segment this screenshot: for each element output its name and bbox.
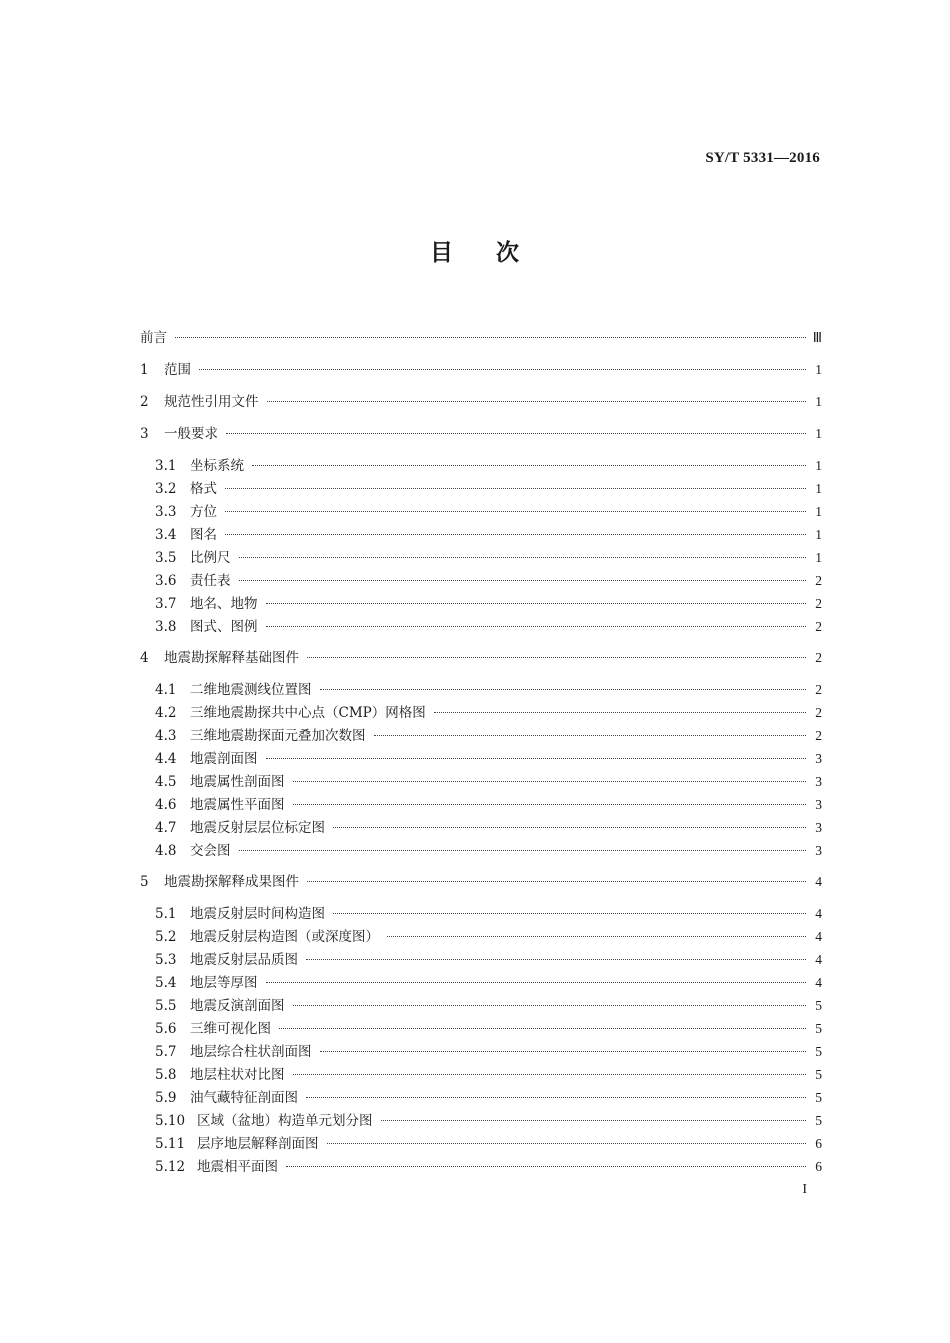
toc-entry-page: 5 (815, 1113, 822, 1128)
toc-entry[interactable] (140, 1040, 822, 1063)
dot-leader (374, 735, 807, 736)
dot-leader (266, 758, 807, 759)
toc-entry-number: 5.4 (155, 975, 177, 991)
dot-leader (306, 1097, 806, 1098)
toc-entry-page: Ⅲ (812, 330, 822, 345)
dot-leader (225, 534, 806, 535)
toc-entry[interactable] (140, 1132, 822, 1155)
toc-entry-number: 5.9 (155, 1090, 177, 1106)
toc-entry-number: 5 (140, 874, 149, 890)
toc-entry-page: 2 (815, 619, 822, 634)
toc-entry[interactable] (140, 701, 822, 724)
toc-entry[interactable] (140, 1109, 822, 1132)
dot-leader (306, 959, 806, 960)
toc-entry-page: 1 (815, 362, 822, 377)
toc-entry-number: 3.1 (155, 458, 177, 474)
toc-entry-number: 4.6 (155, 797, 177, 813)
toc-entry-label: 规范性引用文件 (164, 394, 259, 410)
dot-leader (320, 689, 807, 690)
toc-entry-label: 地震属性平面图 (190, 797, 285, 813)
toc-entry-label: 责任表 (190, 573, 231, 589)
dot-leader (225, 511, 806, 512)
toc-entry-page: 3 (815, 797, 822, 812)
toc-entry-page: 1 (815, 481, 822, 496)
toc-entry-label: 地震反演剖面图 (190, 998, 285, 1014)
dot-leader (239, 580, 807, 581)
toc-entry-label: 坐标系统 (190, 458, 244, 474)
dot-leader (387, 936, 806, 937)
toc-entry[interactable] (140, 724, 822, 747)
toc-entry-number: 4.2 (155, 705, 177, 721)
dot-leader (239, 557, 807, 558)
toc-entry[interactable] (140, 500, 822, 523)
toc-entry-page: 1 (815, 394, 822, 409)
toc-entry-label: 前言 (140, 330, 167, 346)
toc-entry-page: 4 (815, 929, 822, 944)
toc-entry-page: 2 (815, 596, 822, 611)
dot-leader (266, 626, 807, 627)
toc-entry-number: 3.6 (155, 573, 177, 589)
toc-entry-label: 地震剖面图 (190, 751, 258, 767)
toc-entry-number: 5.2 (155, 929, 177, 945)
toc-entry-label: 地层柱状对比图 (190, 1067, 285, 1083)
toc-entry[interactable] (140, 592, 822, 615)
toc-entry[interactable] (140, 523, 822, 546)
toc-entry[interactable] (140, 477, 822, 500)
toc-entry-label: 地震勘探解释成果图件 (164, 874, 299, 890)
toc-entry-label: 地层等厚图 (190, 975, 258, 991)
toc-entry[interactable] (140, 646, 822, 670)
toc-entry-label: 地名、地物 (190, 596, 258, 612)
toc-entry-page: 2 (815, 573, 822, 588)
toc-entry-number: 5.8 (155, 1067, 177, 1083)
toc-entry-label: 地震相平面图 (197, 1159, 278, 1175)
toc-entry-page: 2 (815, 682, 822, 697)
toc-entry[interactable] (140, 770, 822, 793)
toc-entry-page: 4 (815, 975, 822, 990)
toc-entry-number: 5.5 (155, 998, 177, 1014)
toc-entry-page: 1 (815, 426, 822, 441)
footer-page-number: I (802, 1182, 807, 1197)
toc-entry[interactable] (140, 994, 822, 1017)
toc-title (0, 234, 950, 267)
standard-code: SY/T 5331—2016 (705, 150, 820, 166)
dot-leader (175, 337, 806, 338)
toc-entry-label: 三维可视化图 (190, 1021, 271, 1037)
dot-leader (226, 433, 806, 434)
toc-entry-number: 2 (140, 394, 149, 410)
dot-leader (293, 804, 807, 805)
toc-entry[interactable] (140, 390, 822, 414)
toc-entry-number: 4.5 (155, 774, 177, 790)
toc-entry[interactable] (140, 925, 822, 948)
toc-entry-label: 三维地震勘探共中心点（CMP）网格图 (190, 705, 426, 721)
toc-entry-label: 地震反射层品质图 (190, 952, 298, 968)
toc-entry-page: 2 (815, 650, 822, 665)
toc-entry[interactable] (140, 1086, 822, 1109)
toc-entry-page: 6 (815, 1136, 822, 1151)
toc-title-right: 次 (496, 240, 520, 266)
toc-entry-label: 图式、图例 (190, 619, 258, 635)
toc-entry-page: 3 (815, 774, 822, 789)
toc-entry-label: 方位 (190, 504, 217, 520)
toc-entry[interactable] (140, 793, 822, 816)
toc-entry[interactable] (140, 1063, 822, 1086)
toc-entry[interactable] (140, 1017, 822, 1040)
toc-entry-page: 5 (815, 1067, 822, 1082)
toc-entry[interactable] (140, 839, 822, 862)
dot-leader (267, 401, 807, 402)
toc-entry-number: 5.1 (155, 906, 177, 922)
toc-entry-number: 5.12 (155, 1159, 186, 1175)
dot-leader (225, 488, 806, 489)
toc-title-left: 目 (430, 240, 454, 266)
toc-entry-page: 6 (815, 1159, 822, 1174)
toc-entry[interactable] (140, 615, 822, 638)
toc-entry-page: 2 (815, 705, 822, 720)
dot-leader (307, 657, 806, 658)
toc-entry[interactable] (140, 358, 822, 382)
toc-entry-page: 5 (815, 1044, 822, 1059)
toc-entry-number: 5.3 (155, 952, 177, 968)
dot-leader (333, 827, 806, 828)
dot-leader (266, 982, 807, 983)
toc-entry-page: 1 (815, 550, 822, 565)
toc-entry-number: 4 (140, 650, 149, 666)
toc-entry[interactable] (140, 747, 822, 770)
toc-entry[interactable] (140, 948, 822, 971)
toc-entry[interactable] (140, 546, 822, 569)
toc-entry-number: 4.8 (155, 843, 177, 859)
toc-entry-number: 4.4 (155, 751, 177, 767)
toc-entry-number: 3.7 (155, 596, 177, 612)
toc-entry[interactable] (140, 678, 822, 701)
toc-entry-label: 范围 (164, 362, 191, 378)
toc-entry[interactable] (140, 1155, 822, 1178)
toc-entry-page: 3 (815, 751, 822, 766)
toc-entry-number: 3.3 (155, 504, 177, 520)
toc-entry-number: 4.7 (155, 820, 177, 836)
toc-entry-number: 5.7 (155, 1044, 177, 1060)
toc-entry-page: 1 (815, 458, 822, 473)
toc-entry-label: 层序地层解释剖面图 (197, 1136, 319, 1152)
toc-entry[interactable] (140, 971, 822, 994)
toc-entry-page: 5 (815, 998, 822, 1013)
toc-entry-number: 5.6 (155, 1021, 177, 1037)
toc-entry-number: 3 (140, 426, 149, 442)
toc-entry[interactable] (140, 454, 822, 477)
toc-entry-page: 1 (815, 527, 822, 542)
toc-entry-page: 2 (815, 728, 822, 743)
dot-leader (327, 1143, 807, 1144)
toc-entry-page: 5 (815, 1021, 822, 1036)
toc-entry-label: 地层综合柱状剖面图 (190, 1044, 312, 1060)
toc-entry-number: 3.4 (155, 527, 177, 543)
dot-leader (286, 1166, 806, 1167)
dot-leader (293, 781, 807, 782)
toc-entry-number: 1 (140, 362, 149, 378)
toc-entry-number: 4.1 (155, 682, 177, 698)
toc-entry-number: 3.8 (155, 619, 177, 635)
dot-leader (293, 1005, 807, 1006)
toc-entry-number: 3.5 (155, 550, 177, 566)
toc-entry-label: 交会图 (190, 843, 231, 859)
dot-leader (239, 850, 807, 851)
toc-entry[interactable] (140, 569, 822, 592)
dot-leader (293, 1074, 807, 1075)
toc-entry-page: 5 (815, 1090, 822, 1105)
toc-entry-page: 4 (815, 952, 822, 967)
toc-entry-number: 3.2 (155, 481, 177, 497)
dot-leader (279, 1028, 806, 1029)
toc-entry[interactable] (140, 326, 822, 350)
dot-leader (199, 369, 806, 370)
toc-entry-page: 1 (815, 504, 822, 519)
toc-entry-label: 二维地震测线位置图 (190, 682, 312, 698)
toc-entry[interactable] (140, 870, 822, 894)
toc-entry-label: 三维地震勘探面元叠加次数图 (190, 728, 366, 744)
dot-leader (333, 913, 806, 914)
toc-entry-number: 5.10 (155, 1113, 186, 1129)
dot-leader (381, 1120, 807, 1121)
table-of-contents (140, 326, 822, 1178)
toc-entry-label: 地震反射层时间构造图 (190, 906, 325, 922)
toc-entry-page: 3 (815, 820, 822, 835)
toc-entry-page: 4 (815, 906, 822, 921)
toc-entry-page: 3 (815, 843, 822, 858)
dot-leader (266, 603, 807, 604)
toc-entry-label: 地震反射层层位标定图 (190, 820, 325, 836)
toc-entry-number: 4.3 (155, 728, 177, 744)
toc-entry[interactable] (140, 816, 822, 839)
toc-entry-label: 油气藏特征剖面图 (190, 1090, 298, 1106)
toc-entry-number: 5.11 (155, 1136, 186, 1152)
toc-entry[interactable] (140, 422, 822, 446)
toc-entry-label: 区域（盆地）构造单元划分图 (197, 1113, 373, 1129)
toc-entry-label: 图名 (190, 527, 217, 543)
dot-leader (320, 1051, 807, 1052)
dot-leader (252, 465, 806, 466)
toc-entry[interactable] (140, 902, 822, 925)
dot-leader (307, 881, 806, 882)
toc-entry-label: 比例尺 (190, 550, 231, 566)
toc-entry-label: 地震属性剖面图 (190, 774, 285, 790)
toc-entry-label: 地震反射层构造图（或深度图） (190, 929, 379, 945)
dot-leader (434, 712, 806, 713)
toc-entry-label: 一般要求 (164, 426, 218, 442)
toc-entry-page: 4 (815, 874, 822, 889)
toc-entry-label: 地震勘探解释基础图件 (164, 650, 299, 666)
toc-entry-label: 格式 (190, 481, 217, 497)
